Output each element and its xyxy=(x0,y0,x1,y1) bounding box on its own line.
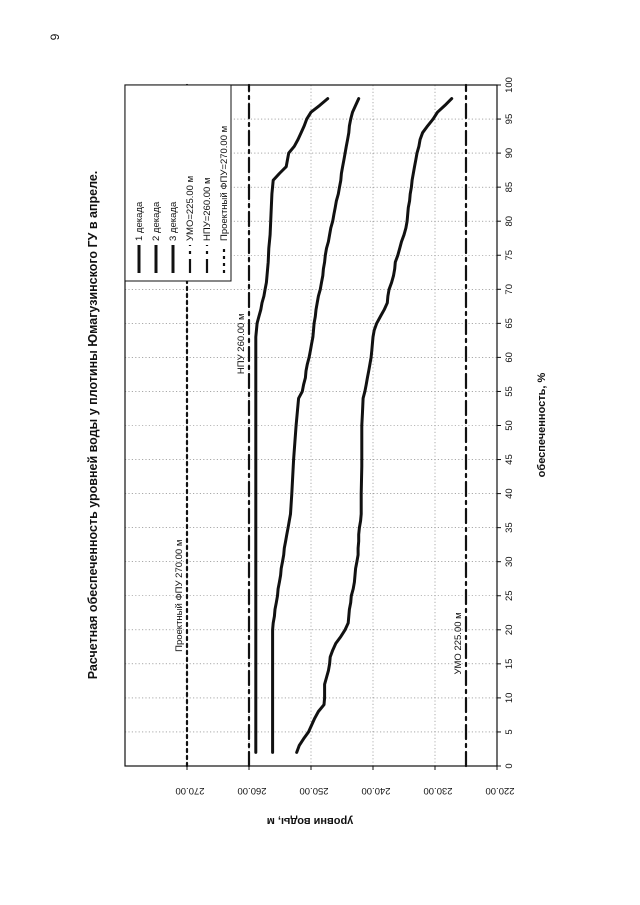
y-tick-label: 240.00 xyxy=(361,785,391,796)
x-tick-label: 15 xyxy=(504,658,515,670)
x-tick-label: 100 xyxy=(504,77,515,93)
legend-label-4: УМО=225.00 м xyxy=(185,175,196,241)
y-tick-label: 270.00 xyxy=(175,785,205,796)
y-tick-label: 230.00 xyxy=(423,785,453,796)
y-tick-label: 260.00 xyxy=(237,785,267,796)
annotation-label: НПУ 260.00 м xyxy=(236,313,247,375)
legend-label-6: Проектный ФПУ=270.00 м xyxy=(219,125,230,241)
legend-label-1: 1 декада xyxy=(134,201,145,241)
y-tick-label: 250.00 xyxy=(299,785,329,796)
legend xyxy=(125,85,231,281)
x-tick-label: 20 xyxy=(504,624,515,636)
y-axis-label-group xyxy=(267,815,353,827)
x-tick-label: 40 xyxy=(504,488,515,499)
annotation-label: Проектный ФПУ 270.00 м xyxy=(174,539,185,652)
legend-label-5: НПУ=260.00 м xyxy=(202,177,213,241)
x-tick-label: 30 xyxy=(504,556,515,567)
x-tick-label: 95 xyxy=(504,113,515,125)
x-tick-label: 80 xyxy=(504,215,515,227)
x-tick-label: 55 xyxy=(504,386,515,397)
y-axis-label: уровни воды, м xyxy=(266,815,354,827)
x-tick-label: 35 xyxy=(504,522,515,533)
legend-label-2: 2 декада xyxy=(151,201,162,241)
x-tick-label: 50 xyxy=(504,420,515,431)
x-tick-label: 5 xyxy=(504,729,515,735)
y-tick-label: 220.00 xyxy=(485,785,515,796)
x-axis-label-group xyxy=(536,372,548,477)
annotations xyxy=(174,313,464,674)
x-tick-label: 0 xyxy=(504,763,515,769)
x-tick-label: 90 xyxy=(504,147,515,159)
x-tick-label: 85 xyxy=(504,181,515,193)
x-tick-label: 25 xyxy=(504,590,515,602)
x-tick-label: 65 xyxy=(504,318,515,329)
x-tick-label: 75 xyxy=(504,249,515,261)
chart-title: Расчетная обеспеченность уровней воды у плотины Юмагузинского ГУ в апреле. xyxy=(86,170,100,680)
chart-title-group xyxy=(86,171,100,680)
y-axis-ticks xyxy=(175,766,514,796)
x-tick-label: 10 xyxy=(504,692,515,704)
x-tick-label: 70 xyxy=(504,284,515,295)
x-tick-label: 45 xyxy=(504,454,515,465)
x-tick-label: 60 xyxy=(504,352,515,363)
x-axis-ticks xyxy=(497,77,515,769)
page-number: 6 xyxy=(47,33,62,41)
x-axis-label: обеспеченность, % xyxy=(536,372,548,478)
legend-label-3: 3 декада xyxy=(168,201,179,241)
legend-box xyxy=(125,85,231,281)
annotation-label: УМО 225.00 м xyxy=(453,612,464,675)
